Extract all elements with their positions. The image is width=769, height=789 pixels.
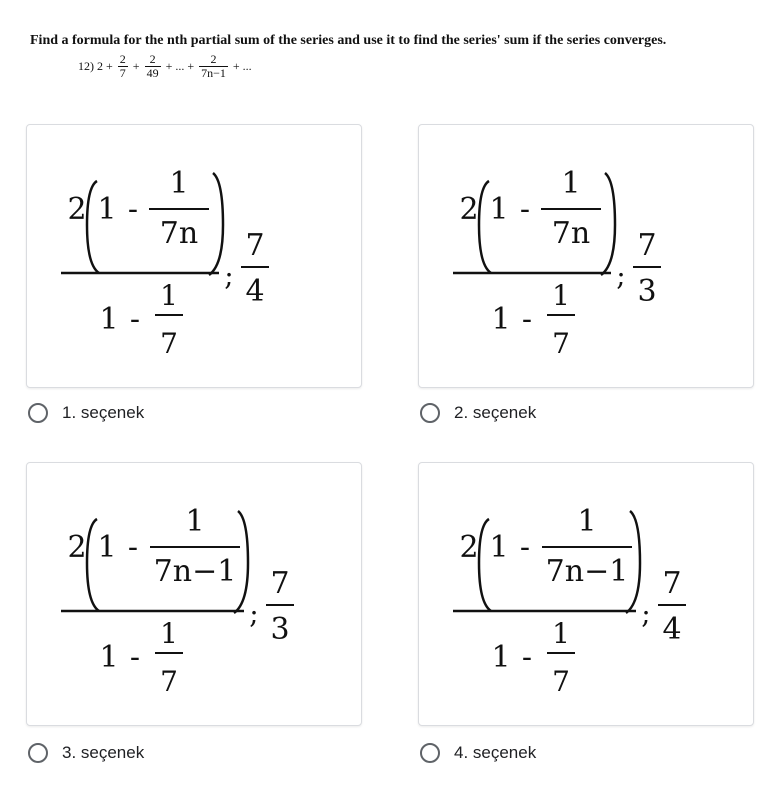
formula-minus: - [127,530,139,565]
plus-sign: + [132,59,140,73]
option-3[interactable] [28,743,144,763]
option-label: 1. seçenek [62,403,145,422]
option-1[interactable] [28,403,144,423]
denominator-denominator: 7 [160,665,178,698]
separator: ; [249,597,259,630]
radio-button[interactable] [28,743,48,763]
inner-numerator: 1 [561,166,581,201]
sum-denominator: 4 [245,274,265,309]
formula-coefficient: 2 [459,530,479,565]
formula-minus: - [519,530,531,565]
formula-minus: - [519,192,531,227]
denominator-minus: - [521,302,533,337]
denominator-denominator: 7 [552,665,570,698]
denominator-one: 1 [99,640,119,675]
right-paren [209,173,223,275]
question-number: 12) [78,59,94,73]
plus-sign: + [106,59,113,73]
inner-denominator: 7n−1 [545,554,629,589]
denominator-minus: - [129,302,141,337]
formula-svg [419,125,753,387]
series-term-3 [145,53,161,80]
series-term-2 [118,53,128,80]
sum-denominator: 3 [270,612,290,647]
sum-denominator: 4 [662,612,682,647]
option-label: 4. seçenek [454,743,537,762]
inner-denominator: 7n [551,216,591,251]
separator: ; [224,259,234,292]
formula-coefficient: 2 [459,192,479,227]
denominator-numerator: 1 [160,279,178,312]
inner-numerator: 1 [185,504,205,539]
formula-one: 1 [97,192,117,227]
option-2[interactable] [420,403,536,423]
right-paren [601,173,615,275]
series-trail: + ... [232,59,252,73]
ellipsis: ... [175,59,185,73]
formula-one: 1 [489,530,509,565]
formula-minus: - [127,192,139,227]
denominator-minus: - [521,640,533,675]
sum-numerator: 7 [270,566,290,601]
denominator-minus: - [129,640,141,675]
formula-one: 1 [97,530,117,565]
option-2-image[interactable] [418,124,754,388]
term-numerator: 2 [119,52,126,66]
option-1-image[interactable] [26,124,362,388]
sum-numerator: 7 [662,566,682,601]
term-numerator: 2 [210,52,217,66]
sum-numerator: 7 [245,228,265,263]
formula-coefficient: 2 [67,530,87,565]
denominator-numerator: 1 [552,279,570,312]
sum-denominator: 3 [637,274,657,309]
denominator-numerator: 1 [552,617,570,650]
term-denominator: 7n−1 [201,66,226,80]
separator: ; [641,597,651,630]
formula-one: 1 [489,192,509,227]
term-numerator: 2 [149,52,156,66]
formula-svg [27,463,361,725]
option-3-image[interactable] [26,462,362,726]
inner-denominator: 7n [159,216,199,251]
plus-sign: + [165,59,173,73]
denominator-one: 1 [491,302,511,337]
radio-button[interactable] [420,743,440,763]
denominator-one: 1 [99,302,119,337]
formula-svg [27,125,361,387]
series-first-term: 2 [97,59,103,73]
option-4[interactable] [420,743,536,763]
plus-sign: + [187,59,195,73]
option-label: 3. seçenek [62,743,145,762]
formula-coefficient: 2 [67,192,87,227]
sum-numerator: 7 [637,228,657,263]
option-label: 2. seçenek [454,403,537,422]
inner-denominator: 7n−1 [153,554,237,589]
radio-button[interactable] [420,403,440,423]
term-denominator: 7 [119,66,126,80]
inner-numerator: 1 [577,504,597,539]
term-denominator: 49 [146,66,159,80]
option-4-image[interactable] [418,462,754,726]
separator: ; [616,259,626,292]
series-term-n [199,53,228,80]
formula-svg [419,463,753,725]
inner-numerator: 1 [169,166,189,201]
question-text: Find a formula for the nth partial sum of the series and use it to find the series' sum if the series converges. [30,33,667,48]
denominator-one: 1 [491,640,511,675]
denominator-denominator: 7 [160,327,178,360]
series-expression [78,53,252,80]
denominator-denominator: 7 [552,327,570,360]
radio-button[interactable] [28,403,48,423]
denominator-numerator: 1 [160,617,178,650]
